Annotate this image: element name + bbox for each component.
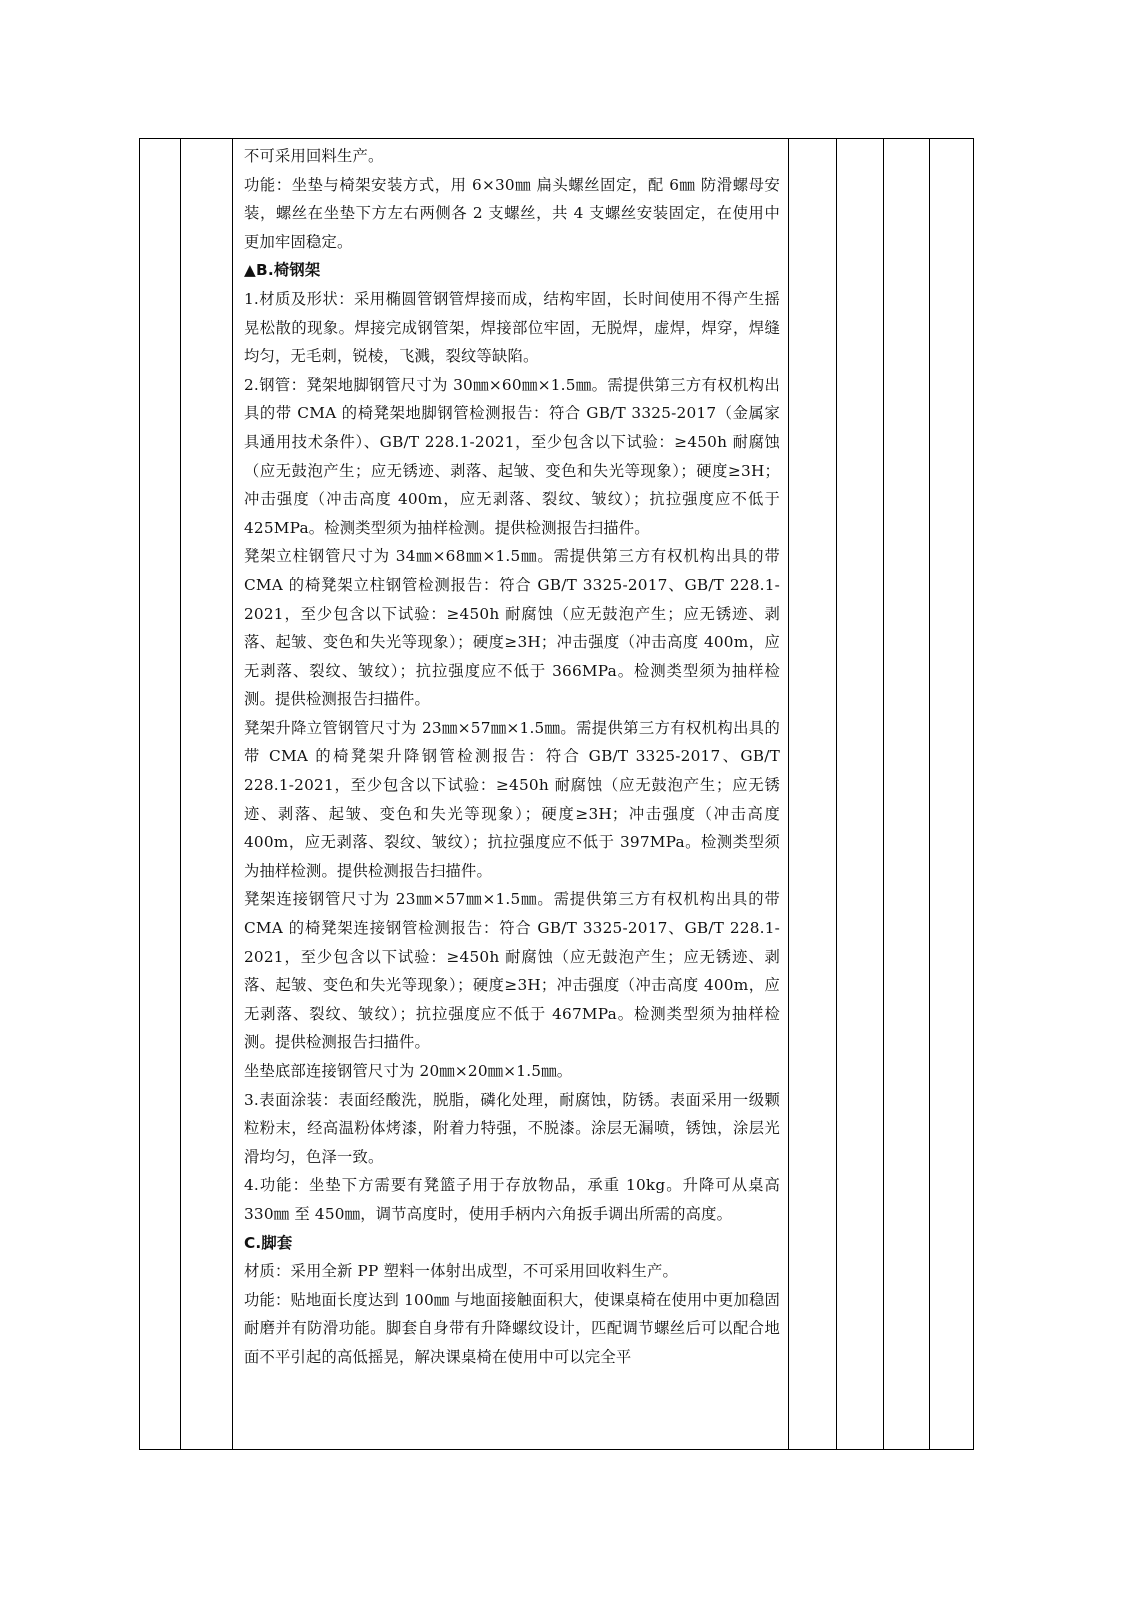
spec-paragraph: 凳架连接钢管尺寸为 23㎜×57㎜×1.5㎜。需提供第三方有权机构出具的带 CMA 的椅凳架连接钢管检测报告：符合 GB/T 3325-2017、GB/T 228.1-2021，至少包含以下试验：≥450h 耐腐蚀（应无鼓泡产生；应无锈迹、剥落、起皱、变色和失光等现象）；硬度≥3H；冲击强度（冲击高度 400m，应无剥落、裂纹、皱纹）；抗拉强度应不低于 467MPa。检测类型须为抽样检测。提供检测报告扫描件。 [244,890,780,1052]
section-heading: ▲B.椅钢架 [244,261,321,280]
spec-paragraph: 凳架立柱钢管尺寸为 34㎜×68㎜×1.5㎜。需提供第三方有权机构出具的带 CMA 的椅凳架立柱钢管检测报告：符合 GB/T 3325-2017、GB/T 228.1-2021，至少包含以下试验：≥450h 耐腐蚀（应无鼓泡产生；应无锈迹、剥落、起皱、变色和失光等现象）；硬度≥3H；冲击强度（冲击高度 400m，应无剥落、裂纹、皱纹）；抗拉强度应不低于 366MPa。检测类型须为抽样检测。提供检测报告扫描件。 [244,547,780,709]
spec-paragraph: 功能：坐垫与椅架安装方式，用 6×30㎜ 扁头螺丝固定，配 6㎜ 防滑螺母安装，螺丝在坐垫下方左右两侧各 2 支螺丝，共 4 支螺丝安装固定，在使用中更加牢固稳定。 [244,175,780,251]
column-divider [929,139,930,1449]
spec-paragraph: 坐垫底部连接钢管尺寸为 20㎜×20㎜×1.5㎜。 [244,1062,573,1080]
column-divider [883,139,884,1449]
column-divider [788,139,789,1449]
spec-paragraph: 功能：贴地面长度达到 100㎜ 与地面接触面积大，使课桌椅在使用中更加稳固耐磨并有防滑功能。脚套自身带有升降螺纹设计，匹配调节螺丝后可以配合地面不平引起的高低摇晃，解决课桌椅在使用中可以完全平 [244,1290,780,1366]
spec-paragraph: 不可采用回料生产。 [244,147,384,165]
spec-paragraph: 2.钢管：凳架地脚钢管尺寸为 30㎜×60㎜×1.5㎜。需提供第三方有权机构出具的带 CMA 的椅凳架地脚钢管检测报告：符合 GB/T 3325-2017（金属家具通用技术条件）、GB/T 228.1-2021，至少包含以下试验：≥450h 耐腐蚀（应无鼓泡产生；应无锈迹、剥落、起皱、变色和失光等现象）；硬度≥3H；冲击强度（冲击高度 400m，应无剥落、裂纹、皱纹）；抗拉强度应不低于 425MPa。检测类型须为抽样检测。提供检测报告扫描件。 [244,375,780,537]
spec-paragraph: 凳架升降立管钢管尺寸为 23㎜×57㎜×1.5㎜。需提供第三方有权机构出具的带 CMA 的椅凳架升降钢管检测报告：符合 GB/T 3325-2017、GB/T 228.1-2021，至少包含以下试验：≥450h 耐腐蚀（应无鼓泡产生；应无锈迹、剥落、起皱、变色和失光等现象）；硬度≥3H；冲击强度（冲击高度 400m，应无剥落、裂纹、皱纹）；抗拉强度应不低于 397MPa。检测类型须为抽样检测。提供检测报告扫描件。 [244,718,780,880]
spec-paragraph: 3.表面涂装：表面经酸洗，脱脂，磷化处理，耐腐蚀，防锈。表面采用一级颗粒粉末，经高温粉体烤漆，附着力特强，不脱漆。涂层无漏喷，锈蚀，涂层光滑均匀，色泽一致。 [244,1090,780,1166]
spec-paragraph: 1.材质及形状：采用椭圆管钢管焊接而成，结构牢固，长时间使用不得产生摇晃松散的现象。焊接完成钢管架，焊接部位牢固，无脱焊，虚焊，焊穿，焊缝均匀，无毛刺，锐棱，飞溅，裂纹等缺陷。 [244,289,780,366]
spec-description-cell [244,142,780,1372]
column-divider [180,139,181,1449]
spec-paragraph: 材质：采用全新 PP 塑料一体射出成型，不可采用回收料生产。 [244,1262,679,1281]
column-divider [232,139,233,1449]
column-divider [836,139,837,1449]
spec-paragraph: 4.功能：坐垫下方需要有凳篮子用于存放物品，承重 10kg。升降可从桌高 330㎜ 至 450㎜，调节高度时，使用手柄内六角扳手调出所需的高度。 [244,1176,780,1223]
section-heading: C.脚套 [244,1233,293,1252]
